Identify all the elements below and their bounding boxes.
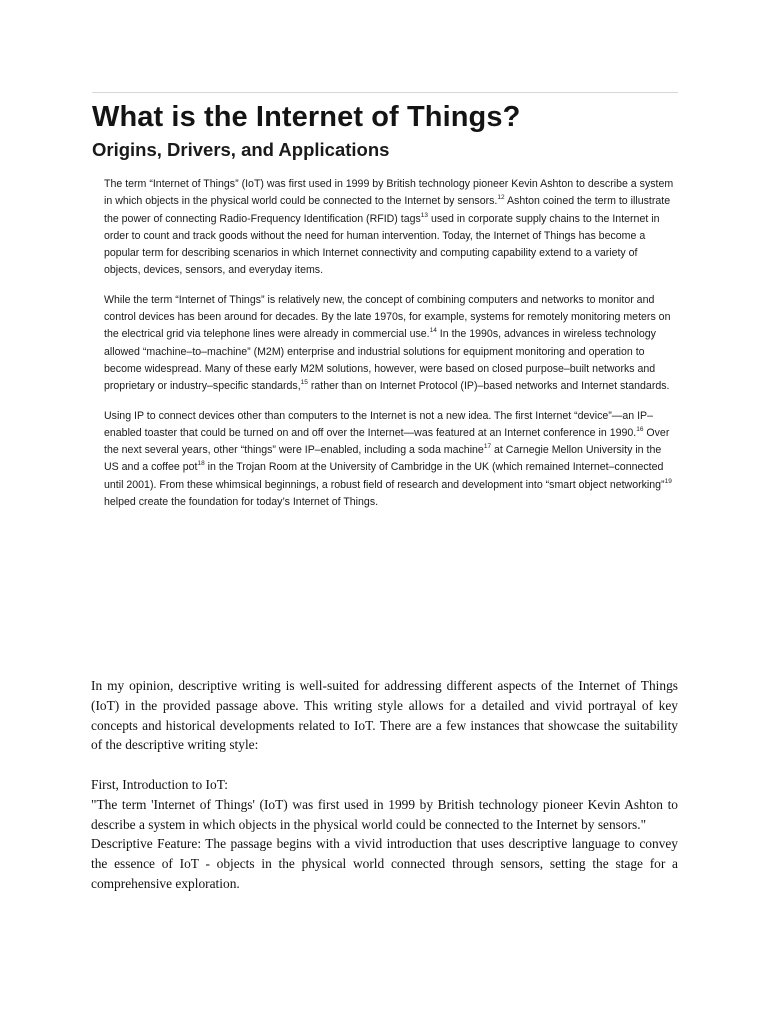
excerpt-paragraph-3: Using IP to connect devices other than computers to the Internet is not a new idea. The first Internet “device”—an IP–enabled toaster that could be turned on and off over the Internet—was featured at an Internet conference in 1990.16 Over the next several years, other “things” were IP–enabled, including a soda machine$^{17}$ at Carnegie Mellon University in the US and a coffee pot$^{18}$ in the Trojan Room at the University of Cambridge in the UK (which remained Internet–connected until 2001). From these whimsical beginnings, a robust field of research and development into “smart object networking”$^{19}$ helped create the foundation for today’s Internet of Things. <box>104 409 672 509</box>
commentary-quote: "The term 'Internet of Things' (IoT) was first used in 1999 by British technology pioneer Kevin Ashton to describe a system in which objects in the physical world could be connected to the Internet by sensors." <box>91 796 678 832</box>
footnote-marker: 12 <box>497 194 505 202</box>
commentary-feature: Descriptive Feature: The passage begins with a vivid introduction that uses descriptive language to convey the essence of IoT - objects in the physical world connected through sensors, setting the stage for a comprehensive exploration. <box>91 836 678 891</box>
commentary-heading: First, Introduction to IoT: <box>91 776 228 792</box>
excerpt-paragraph-1: The term “Internet of Things” (IoT) was first used in 1999 by British technology pioneer Kevin Ashton to describe a system in which objects in the physical world could be connected to the Internet by sensors.$^{12}$ Ashton coined the term to illustrate the power of connecting Radio-Frequency Identification (RFID) tags$^{13}$ used in corporate supply chains to the Internet in order to count and track goods without the need for human intervention. Today, the Internet of Things has become a popular term for describing scenarios in which Internet connectivity and computing capability extend to a variety of objects, devices, sensors, and everyday items. <box>104 178 674 277</box>
excerpt-paragraph-2: While the term “Internet of Things” is relatively new, the concept of combining computers and networks to monitor and control devices has been around for decades. By the late 1970s, for example, systems for remotely monitoring meters on the electrical grid via telephone lines were already in commercial use.$^{14}$ In the 1990s, advances in wireless technology allowed “machine–to–machine” (M2M) enterprise and industrial solutions for equipment monitoring and operation to become widespread. Many of these early M2M solutions, however, were based on closed purpose–built networks and proprietary or industry–specific standards,$^{15}$ rather than on Internet Protocol (IP)–based networks and Internet standards. <box>104 293 671 393</box>
paragraph-gap <box>91 755 678 775</box>
footnote-marker: 15 <box>300 379 308 387</box>
excerpt-title: What is the Internet of Things? <box>92 101 521 133</box>
commentary-text <box>91 676 678 894</box>
footnote-marker: 19 <box>664 477 672 485</box>
footnote-marker: 13 <box>420 211 429 219</box>
commentary-intro: In my opinion, descriptive writing is well-suited for addressing different aspects of the Internet of Things (IoT) in the provided passage above. This writing style allows for a detailed and vivid portrayal of key concepts and historical developments related to IoT. There are a few instances that showcase the suitability of the descriptive writing style: <box>91 678 678 753</box>
excerpt-image <box>92 92 678 523</box>
footnote-marker: 18 <box>197 460 205 468</box>
footnote-marker: 14 <box>429 327 437 335</box>
excerpt-top-rule <box>92 92 678 93</box>
excerpt-subtitle: Origins, Drivers, and Applications <box>92 139 390 160</box>
footnote-marker: 16 <box>636 425 644 433</box>
footnote-marker: 17 <box>483 443 492 451</box>
